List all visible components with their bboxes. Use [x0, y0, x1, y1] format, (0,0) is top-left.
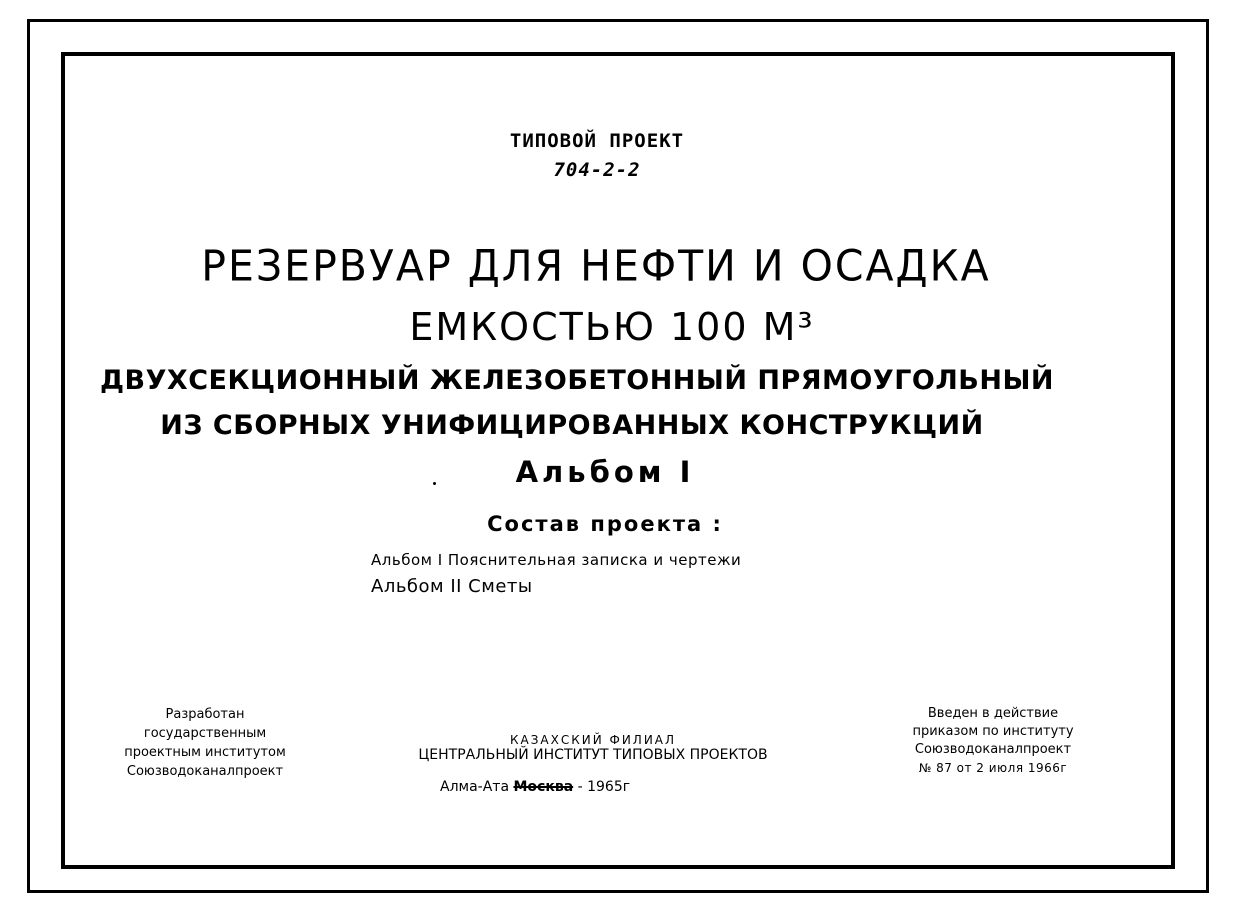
composition-item: Альбом I Пояснительная записка и чертежи	[371, 551, 742, 569]
composition-heading: Состав проекта :	[487, 512, 723, 536]
branch-place	[440, 779, 630, 795]
stray-dot	[433, 482, 436, 485]
developer-block	[124, 705, 286, 781]
order-line: № 87 от 2 июля 1966г	[918, 761, 1068, 775]
branch-block	[418, 733, 767, 763]
album-title: Альбом I	[515, 455, 695, 489]
subtitle-line-1: ДВУХСЕКЦИОННЫЙ ЖЕЛЕЗОБЕТОННЫЙ ПРЯМОУГОЛЬНЫЙ	[99, 365, 1055, 396]
developer-line: Разработан	[165, 707, 245, 722]
composition-item: Альбом II Сметы	[371, 576, 533, 597]
title-line-1: РЕЗЕРВУАР ДЛЯ НЕФТИ И ОСАДКА	[201, 240, 991, 292]
branch-year: - 1965г	[577, 779, 631, 795]
introduction-block	[912, 705, 1073, 777]
introduction-line: приказом по институту	[912, 724, 1074, 739]
struck-city: Москва	[513, 779, 574, 795]
developer-line: Союзводоканалпроект	[126, 764, 284, 779]
branch-city: Алма-Ата	[440, 779, 510, 795]
branch-name: КАЗАХСКИЙ ФИЛИАЛ	[509, 733, 677, 747]
developer-line: государственным	[143, 726, 267, 741]
introduction-line: Введен в действие	[927, 706, 1059, 721]
developer-line: проектным институтом	[124, 745, 286, 760]
branch-institute: ЦЕНТРАЛЬНЫЙ ИНСТИТУТ ТИПОВЫХ ПРОЕКТОВ	[418, 747, 768, 763]
introduction-line: Союзводоканалпроект	[914, 742, 1072, 757]
title-line-2: ЕМКОСТЬЮ 100 М³	[409, 305, 815, 349]
subtitle-line-2: ИЗ СБОРНЫХ УНИФИЦИРОВАННЫХ КОНСТРУКЦИЙ	[160, 410, 984, 441]
series-number: 704-2-2	[553, 159, 641, 181]
series-label: ТИПОВОЙ ПРОЕКТ	[509, 130, 685, 152]
